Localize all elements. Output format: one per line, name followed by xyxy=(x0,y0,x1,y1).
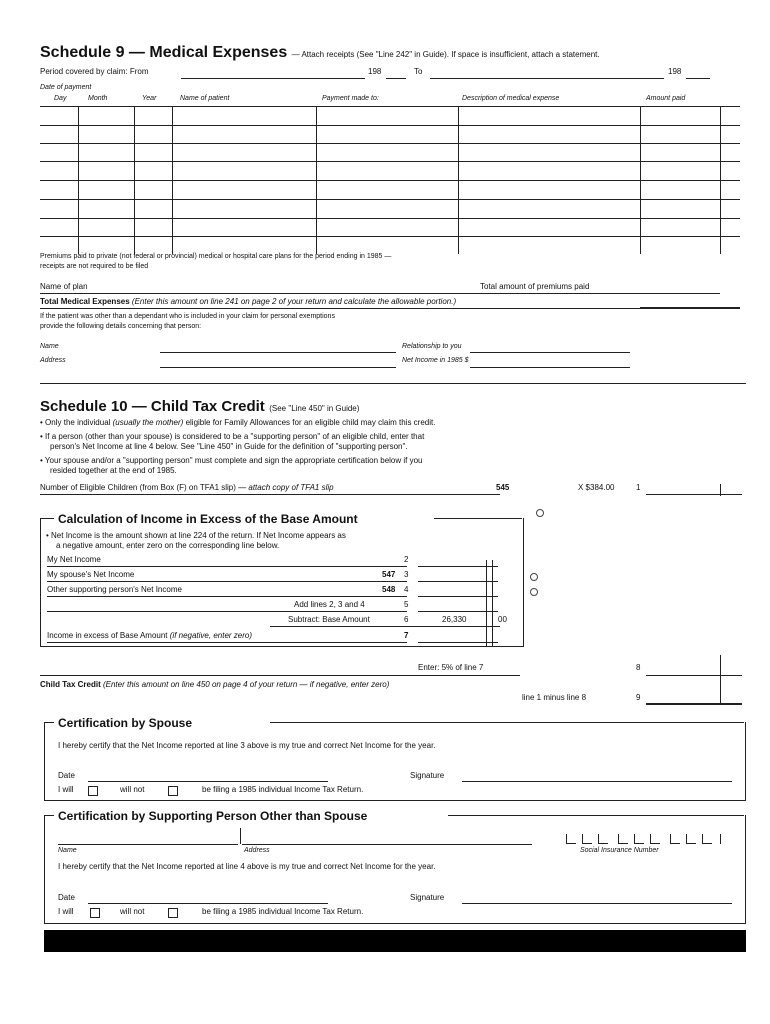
row3-num: 3 xyxy=(404,570,409,579)
col-day: Day xyxy=(54,95,67,102)
cert-spouse-box xyxy=(44,722,746,801)
col-patient: Name of patient xyxy=(180,95,230,102)
line1-field[interactable] xyxy=(646,494,742,495)
dependant-address-field[interactable] xyxy=(160,367,396,368)
row4-num: 4 xyxy=(404,585,409,594)
cert-support-will-not-checkbox[interactable] xyxy=(168,908,178,918)
period-year2: 198 xyxy=(668,67,682,76)
relationship-label: Relationship to you xyxy=(402,343,462,350)
cert-spouse-will-checkbox[interactable] xyxy=(88,786,98,796)
col-year: Year xyxy=(142,95,157,102)
period-year1: 198 xyxy=(368,67,382,76)
col-amount: Amount paid xyxy=(646,95,686,102)
cert-support-date-label: Date xyxy=(58,893,75,902)
eligible-children-row xyxy=(40,483,334,492)
schedule10-heading xyxy=(40,398,359,416)
row6-num: 6 xyxy=(404,615,409,624)
child-tax-credit-note: (Enter this amount on line 450 on page 4 of your return — if negative, enter zero) xyxy=(102,680,390,689)
marker-circle-icon xyxy=(530,573,538,581)
multiplier: X $384.00 xyxy=(578,483,615,492)
marker-circle-icon xyxy=(530,588,538,596)
cert-spouse-i-will: I will xyxy=(58,785,74,794)
schedule9-title: Schedule 9 — Medical Expenses xyxy=(40,44,288,61)
total-premiums-field[interactable] xyxy=(640,293,720,294)
cert-spouse-date-label: Date xyxy=(58,771,75,780)
cert-support-signature-field[interactable] xyxy=(462,903,732,904)
cert-spouse-filing: be filing a 1985 individual Income Tax Return. xyxy=(202,785,364,794)
name-of-plan-field[interactable] xyxy=(40,293,640,294)
row-spouse-net-income: My spouse's Net Income xyxy=(47,570,135,579)
period-from-field[interactable] xyxy=(181,78,365,79)
schedule9-title-note: — Attach receipts (See "Line 242" in Guide). If space is insufficient, attach a statement. xyxy=(291,50,600,59)
period-to-field[interactable] xyxy=(430,78,664,79)
eligible-code: 545 xyxy=(496,483,510,492)
calc-title: Calculation of Income in Excess of the Base Amount xyxy=(58,512,358,526)
line8-field[interactable] xyxy=(646,675,742,676)
cert-support-name-field[interactable] xyxy=(58,844,238,845)
period-year2-field[interactable] xyxy=(686,78,710,79)
marker-circle-icon xyxy=(536,509,544,517)
row-income-excess: Income in excess of Base Amount (if negative, enter zero) xyxy=(47,631,253,640)
dependant-line2: provide the following details concerning that person: xyxy=(40,323,202,330)
cert-support-i-will: I will xyxy=(58,907,74,916)
cert-support-sin-label: Social Insurance Number xyxy=(580,847,659,854)
relationship-field[interactable] xyxy=(470,352,630,353)
cert-support-will-not: will not xyxy=(120,907,145,916)
dependant-name-label: Name xyxy=(40,343,59,350)
total-medical-field[interactable] xyxy=(640,307,740,309)
cert-support-address-field[interactable] xyxy=(242,844,532,845)
cert-support-will-checkbox[interactable] xyxy=(90,908,100,918)
line1-minus-8: line 1 minus line 8 xyxy=(522,693,587,702)
cert-spouse-signature-field[interactable] xyxy=(462,781,732,782)
row-other-net-income: Other supporting person's Net Income xyxy=(47,585,182,594)
schedule10-title: Schedule 10 — Child Tax Credit xyxy=(40,398,265,415)
row7-num: 7 xyxy=(404,631,409,640)
line9-field[interactable] xyxy=(646,703,742,705)
row-add-lines: Add lines 2, 3 and 4 xyxy=(294,600,365,609)
dependant-line1: If the patient was other than a dependant who is included in your claim for personal exemptions xyxy=(40,313,335,320)
col-month: Month xyxy=(88,95,108,102)
row2-num: 2 xyxy=(404,555,409,564)
dependant-address-label: Address xyxy=(40,357,66,364)
child-tax-credit-label: Child Tax Credit xyxy=(40,680,101,689)
bullet-2-line2: person's Net Income at line 4 below. See "Line 450" in Guide for the definition of "supporting person". xyxy=(50,442,408,451)
total-medical-row xyxy=(40,297,456,306)
bullet-2: • If a person (other than your spouse) is considered to be a "supporting person" of an eligible child, enter that xyxy=(40,432,425,441)
cert-support-address-label: Address xyxy=(244,847,270,854)
child-tax-credit-row xyxy=(40,680,389,689)
dependant-name-field[interactable] xyxy=(160,352,396,353)
section-divider xyxy=(40,383,746,384)
enter-5-percent: Enter: 5% of line 7 xyxy=(418,663,484,672)
eligible-children-label: Number of Eligible Children (from Box (F) on TFA1 slip) xyxy=(40,483,236,492)
line1-num: 1 xyxy=(636,483,641,492)
bullet-1: • Only the individual (usually the mother) eligible for Family Allowances for an eligible child may claim this credit. xyxy=(40,418,436,427)
line9-num: 9 xyxy=(636,693,641,702)
cert-support-filing: be filing a 1985 individual Income Tax Return. xyxy=(202,907,364,916)
total-medical-label: Total Medical Expenses xyxy=(40,297,130,306)
col-description: Description of medical expense xyxy=(462,95,560,102)
premiums-line1: Premiums paid to private (not federal or provincial) medical or hospital care plans for the period ending in 1985 — xyxy=(40,253,392,260)
cert-spouse-will-not: will not xyxy=(120,785,145,794)
cert-spouse-will-not-checkbox[interactable] xyxy=(168,786,178,796)
calc-note1: • Net Income is the amount shown at line 224 of the return. If Net Income appears as xyxy=(46,531,346,540)
footer-black-bar xyxy=(44,930,746,952)
cert-spouse-date-field[interactable] xyxy=(88,781,328,782)
col-payment-to: Payment made to: xyxy=(322,95,379,102)
period-to-label: To xyxy=(414,67,423,76)
row-subtract-base: Subtract: Base Amount xyxy=(288,615,370,624)
date-of-payment: Date of payment xyxy=(40,84,92,91)
calc-note2: a negative amount, enter zero on the corresponding line below. xyxy=(56,541,280,550)
cert-support-name-label: Name xyxy=(58,847,77,854)
cert-support-text: I hereby certify that the Net Income reported at line 4 above is my true and correct Net Income for the year. xyxy=(58,862,436,871)
net-income-1985-field[interactable] xyxy=(470,367,630,368)
cert-spouse-text: I hereby certify that the Net Income reported at line 3 above is my true and correct Net Income for the year. xyxy=(58,741,436,750)
period-year1-field[interactable] xyxy=(386,78,406,79)
cert-spouse-signature-label: Signature xyxy=(410,771,445,780)
base-amount: 26,330 xyxy=(442,615,467,624)
period-label: Period covered by claim: From xyxy=(40,67,149,76)
row4-code: 548 xyxy=(382,585,396,594)
eligible-children-note: — attach copy of TFA1 slip xyxy=(238,483,334,492)
bullet-3-line2: resided together at the end of 1985. xyxy=(50,466,177,475)
name-of-plan-label: Name of plan xyxy=(40,282,88,291)
cert-spouse-title: Certification by Spouse xyxy=(58,716,193,730)
base-cents: 00 xyxy=(498,615,507,624)
total-premiums-label: Total amount of premiums paid xyxy=(480,282,590,291)
cert-support-title: Certification by Supporting Person Other than Spouse xyxy=(58,809,368,823)
net-income-1985-label: Net Income in 1985 $ xyxy=(402,357,469,364)
cert-support-date-field[interactable] xyxy=(88,903,328,904)
row5-num: 5 xyxy=(404,600,409,609)
cert-support-signature-label: Signature xyxy=(410,893,445,902)
row-my-net-income: My Net Income xyxy=(47,555,101,564)
schedule9-heading xyxy=(40,44,600,62)
schedule10-title-note: (See "Line 450" in Guide) xyxy=(269,404,360,413)
total-medical-note: (Enter this amount on line 241 on page 2 of your return and calculate the allowable portion.) xyxy=(131,297,457,306)
bullet-3: • Your spouse and/or a "supporting person" must complete and sign the appropriate certification below if you xyxy=(40,456,423,465)
line8-num: 8 xyxy=(636,663,641,672)
premiums-line2: receipts are not required to be filed xyxy=(40,263,149,270)
row3-code: 547 xyxy=(382,570,396,579)
